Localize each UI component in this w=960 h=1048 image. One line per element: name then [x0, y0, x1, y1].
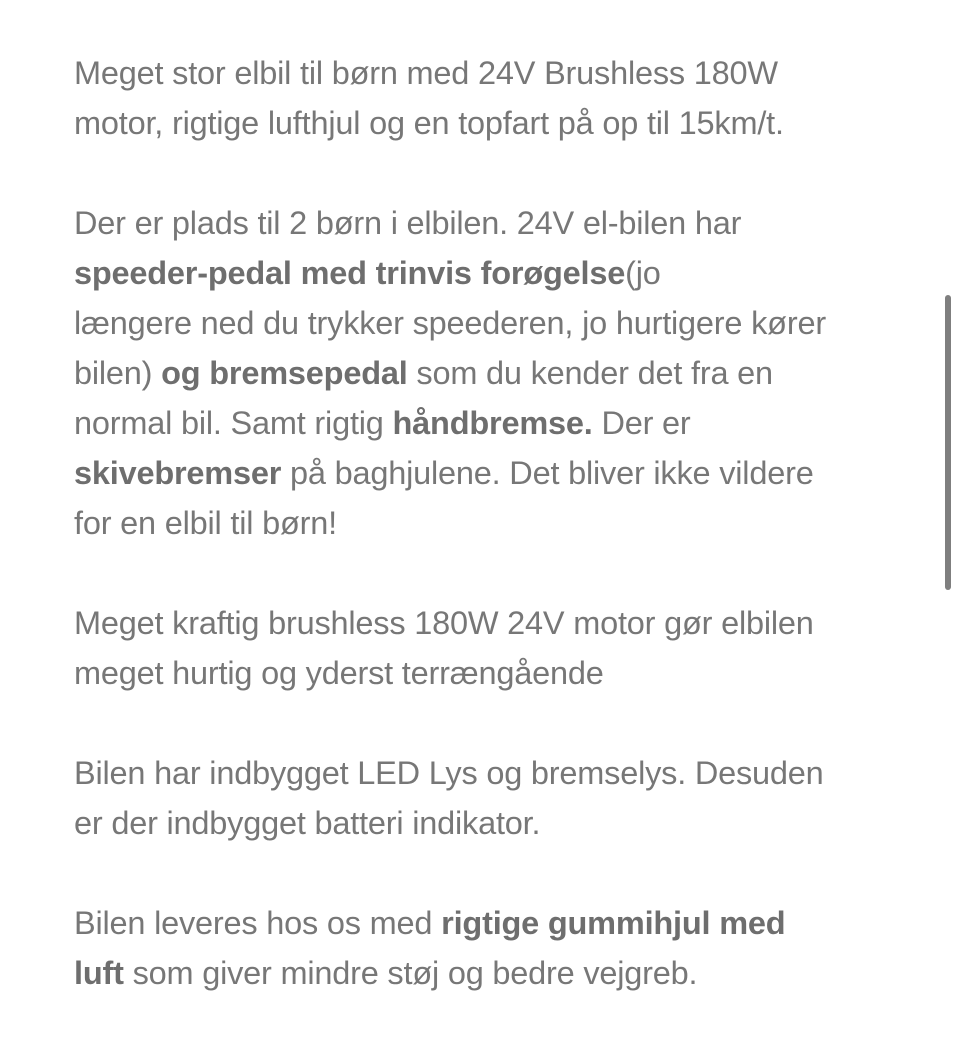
bold-text-segment: skivebremser — [74, 455, 282, 491]
text-segment: på baghjulene. Det bliver ikke vildere — [281, 455, 814, 491]
text-segment: bilen) — [74, 355, 162, 391]
text-line — [74, 248, 904, 298]
text-line — [74, 398, 904, 448]
text-segment: Meget kraftig brushless 180W 24V motor gør elbilen — [74, 605, 814, 641]
text-line — [74, 498, 904, 548]
text-segment: er der indbygget batteri indikator. — [74, 805, 541, 841]
paragraph-motor — [74, 598, 904, 698]
bold-text-segment: rigtige gummihjul med — [441, 905, 786, 941]
text-line — [74, 598, 904, 648]
text-line — [74, 898, 904, 948]
text-segment: Der er plads til 2 børn i elbilen. 24V el-bilen har — [74, 205, 742, 241]
text-line — [74, 48, 904, 98]
text-segment: som giver mindre støj og bedre vejgreb. — [123, 955, 698, 991]
text-segment: (jo — [625, 255, 661, 291]
text-line — [74, 298, 904, 348]
paragraph-intro — [74, 48, 904, 148]
bold-text-segment: håndbremse. — [392, 405, 593, 441]
text-line — [74, 198, 904, 248]
bold-text-segment: speeder-pedal med trinvis forøgelse — [74, 255, 626, 291]
text-segment: som du kender det fra en — [407, 355, 773, 391]
text-line — [74, 948, 904, 998]
text-line — [74, 648, 904, 698]
text-line — [74, 798, 904, 848]
paragraph-wheels — [74, 898, 904, 998]
text-segment: motor, rigtige lufthjul og en topfart på op til 15km/t. — [74, 105, 784, 141]
paragraph-lights — [74, 748, 904, 848]
text-line — [74, 98, 904, 148]
text-segment: Meget stor elbil til børn med 24V Brushless 180W — [74, 55, 778, 91]
text-line — [74, 448, 904, 498]
text-line — [74, 348, 904, 398]
text-segment: meget hurtig og yderst terrængående — [74, 655, 604, 691]
text-segment: normal bil. Samt rigtig — [74, 405, 393, 441]
text-segment: Bilen leveres hos os med — [74, 905, 442, 941]
bold-text-segment: luft — [74, 955, 124, 991]
product-description — [74, 48, 904, 1048]
text-segment: Bilen har indbygget LED Lys og bremselys. Desuden — [74, 755, 824, 791]
text-segment: Der er — [592, 405, 691, 441]
text-segment: længere ned du trykker speederen, jo hurtigere kører — [74, 305, 826, 341]
bold-text-segment: og bremsepedal — [161, 355, 408, 391]
vertical-scrollbar[interactable] — [945, 295, 951, 590]
paragraph-features — [74, 198, 904, 548]
text-segment: for en elbil til børn! — [74, 505, 337, 541]
text-line — [74, 748, 904, 798]
